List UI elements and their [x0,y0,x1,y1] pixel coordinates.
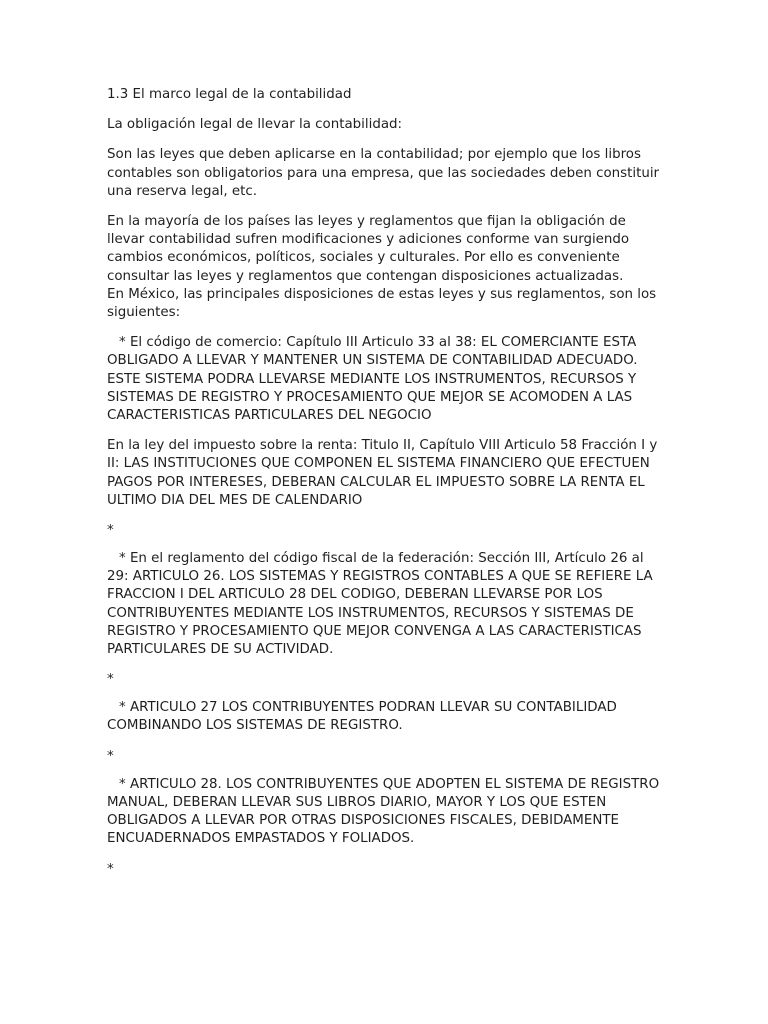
bullet-star-4: * [107,861,114,877]
paragraph-2: En la mayoría de los países las leyes y reglamentos que fijan la obligación de llevar contabilidad sufren modificaciones y adiciones conforme van surgiendo cambios económicos, políticos, sociales y culturales. Por ello es conveniente consultar las leyes y reglamentos que contengan disposiciones actualizadas. [107,214,630,284]
document-page [107,86,667,889]
paragraph-3: En México, las principales disposiciones de estas leyes y sus reglamentos, son los siguientes: [107,286,657,321]
subtitle: La obligación legal de llevar la contabilidad: [107,117,403,133]
list-item-codigo-comercio: * El código de comercio: Capítulo III Articulo 33 al 38: EL COMERCIANTE ESTA OBLIGADO A LLEVAR Y MANTENER UN SISTEMA DE CONTABILIDAD ADECUADO. ESTE SISTEMA PODRA LLEVARSE MEDIANTE LOS INSTRUMENTOS, RECURSOS Y SISTEMAS DE REGISTRO Y PROCESAMIENTO QUE MEJOR SE ACOMODEN A LAS CARACTERISTICAS PARTICULARES DEL NEGOCIO [107,335,638,424]
bullet-star-1: * [107,523,114,539]
bullet-star-3: * [107,748,114,764]
list-item-ley-isr: En la ley del impuesto sobre la renta: Titulo II, Capítulo VIII Articulo 58 Fracción I y II: LAS INSTITUCIONES QUE COMPONEN EL SISTEMA FINANCIERO QUE EFECTUEN PAGOS POR INTERESES, DEBERAN CALCULAR EL IMPUESTO SOBRE LA RENTA EL ULTIMO DIA DEL MES DE CALENDARIO [107,438,658,508]
list-item-art27: * ARTICULO 27 LOS CONTRIBUYENTES PODRAN LLEVAR SU CONTABILIDAD COMBINANDO LOS SISTEMAS DE REGISTRO. [107,700,617,734]
paragraph-1: Son las leyes que deben aplicarse en la contabilidad; por ejemplo que los libros contables son obligatorios para una empresa, que las sociedades deben constituir una reserva legal, etc. [107,147,660,199]
list-item-art28: * ARTICULO 28. LOS CONTRIBUYENTES QUE ADOPTEN EL SISTEMA DE REGISTRO MANUAL, DEBERAN LLEVAR SUS LIBROS DIARIO, MAYOR Y LOS QUE ESTEN OBLIGADOS A LLEVAR POR OTRAS DISPOSICIONES FISCALES, DEBIDAMENTE ENCUADERNADOS EMPASTADOS Y FOLIADOS. [107,776,660,847]
section-title: 1.3 El marco legal de la contabilidad [107,87,352,102]
bullet-star-2: * [107,672,114,688]
list-item-reglamento-art26: * En el reglamento del código fiscal de la federación: Sección III, Artículo 26 al 29: ARTICULO 26. LOS SISTEMAS Y REGISTROS CONTABLES A QUE SE REFIERE LA FRACCION I DEL ARTICULO 28 DEL CODIGO, DEBERAN LLEVARSE POR LOS CONTRIBUYENTES MEDIANTE LOS INSTRUMENTOS, RECURSOS Y SISTEMAS DE REGISTRO Y PROCESAMIENTO QUE MEJOR CONVENGA A LAS CARACTERISTICAS PARTICULARES DE SU ACTIVIDAD. [107,551,653,658]
